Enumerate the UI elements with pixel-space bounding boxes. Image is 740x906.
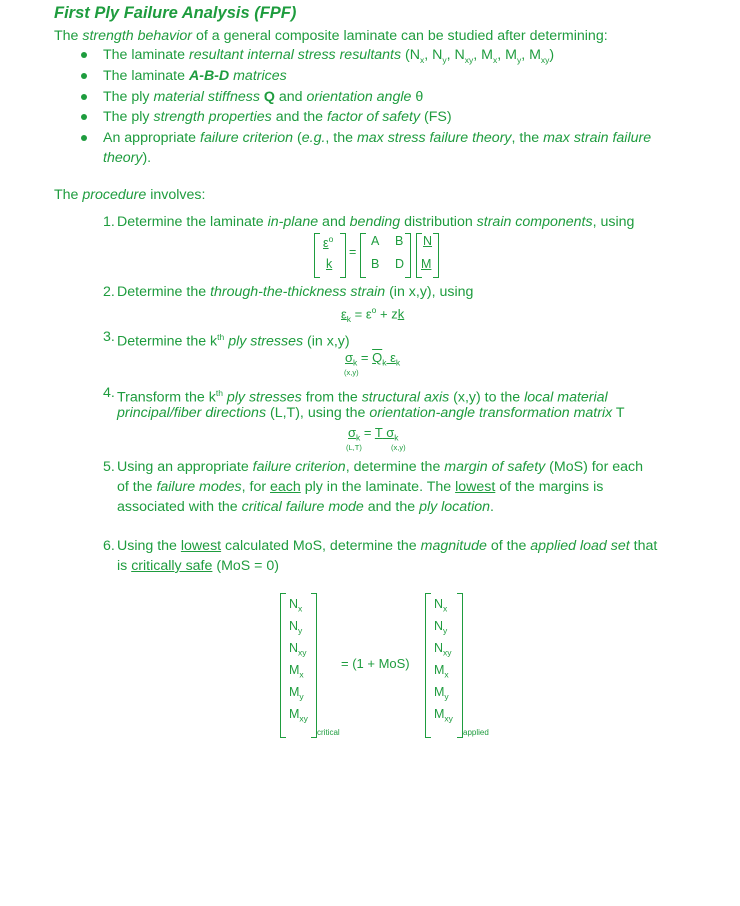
page-title: First Ply Failure Analysis (FPF) [54, 4, 297, 22]
vector-entry: $N_{xy}$ [289, 641, 307, 658]
step-1-text: Determine the laminate in-plane and bending distribution strain components, using [117, 214, 635, 230]
bullet-item-criterion: An appropriate failure criterion (e.g., the max stress failure theory, the max strain failure [103, 130, 652, 146]
vector-entry: $M_x$ [434, 663, 449, 680]
bullet-item-stress-resultants: The laminate resultant internal stress resultants ($N_x$, $N_y$, $N_{xy}$, $M_x$, $M_y$, $M_{xy}$) [103, 47, 555, 65]
procedure-heading: The procedure involves: [54, 187, 206, 203]
step-number: 4. [103, 385, 115, 401]
bullet-item-stiffness: The ply material stiffness Q and orientation angle θ [103, 89, 424, 105]
vector-entry: $N_y$ [289, 619, 303, 636]
mos-factor: = (1 + MoS) [341, 656, 410, 671]
step-5-text-cont: of the failure modes, for each ply in the laminate. The lowest of the margins is [117, 479, 604, 495]
equation-transform-subscript-xy: (x,y) [391, 443, 406, 452]
intro-text: The [54, 28, 83, 44]
step-2-text: Determine the through-the-thickness strain (in x,y), using [117, 284, 474, 300]
step-number: 5. [103, 459, 115, 475]
bullet-dot [81, 114, 87, 120]
step-5-text: Using an appropriate failure criterion, determine the margin of safety (MoS) for each [117, 459, 644, 475]
vector-entry: $N_{xy}$ [434, 641, 452, 658]
document-page: First Ply Failure Analysis (FPF) The strength behavior of a general composite laminate can be studied after determining: The laminate resultant internal stress resultants ($N_x$, $N_y$, $N_{xy}$, $M_x$, $M_y$, $M_{xy}$) The laminate A-B-D matrices The ply material stiffness Q and orientation angle θ The ply strength properties and the factor of safety (FS) An appropriate failure criterion (e.g., the max stress failure theory, the max strain failure theory). The procedure involves: 1. Determine the laminate in-plane and bending distribution strain components, using $\varepsilon^o$ k = A B B D N M 2. Determine the through-the-thickness strain (in x,y), using $\varepsilon_k = \varepsilon^o$ + zk 3. Determine the $k^{th}$ ply stresses (in x,y) $\sigma_k = Q_k$ $\varepsilon_k$ (x,y) 4. Transform the $k^{th}$ ply stresses from the structural axis (x,y) to the local material principal/fiber directions (L,T), using the orientation-angle transformation matrix T $\sigma_k = T$ $\sigma_k$ (L,T) (x,y) 5. Using an appropriate failure criterion, determine the margin of safety (MoS) for each of the failure modes, for each ply in the laminate. The lowest of the margins is associated with the critical failure mode and the ply location. 6. Using the lowest calculated MoS, determine the magnitude of the applied load set that is critically safe (MoS = 0) critical = (1 + MoS) applied $N_x$ $N_y$ $N_{xy}$ $M_x$ $M_y$ $M_{xy}$ $N_x$ $N_y$ $N_{xy}$ $M_x$ $M_y$ $M_{xy}$ [0, 0, 740, 906]
vector-entry: $M_{xy}$ [289, 707, 308, 724]
bullet-dot [81, 52, 87, 58]
vector-entry: $M_y$ [434, 685, 449, 702]
bullet-item-strength: The ply strength properties and the factor of safety (FS) [103, 109, 452, 125]
vector-entry: $M_{xy}$ [434, 707, 453, 724]
equation-transform-subscript-lt: (L,T) [346, 443, 362, 452]
bullet-item-criterion-cont: theory). [103, 150, 152, 166]
critical-label: critical [317, 728, 340, 737]
equation-transform: $\sigma_k = T$ $\sigma_k$ [348, 425, 399, 443]
vector-entry: $N_y$ [434, 619, 448, 636]
bullet-dot [81, 135, 87, 141]
step-6-text-cont: is critically safe (MoS = 0) [117, 558, 280, 574]
vector-entry: $M_x$ [289, 663, 304, 680]
equation-ply-stress-subscript: (x,y) [344, 368, 359, 377]
step-4-text-cont: principal/fiber directions (L,T), using the orientation-angle transformation matrix T [117, 405, 625, 421]
equation-strain: $\varepsilon_k = \varepsilon^o$ + zk [341, 305, 405, 324]
intro-emphasis: strength behavior [82, 28, 193, 44]
vector-entry: $N_x$ [434, 597, 448, 614]
step-5-text-cont2: associated with the critical failure mode and the ply location. [117, 499, 494, 515]
step-number: 3. [103, 329, 115, 345]
bullet-dot [81, 73, 87, 79]
step-number: 6. [103, 538, 115, 554]
intro-paragraph [54, 27, 608, 45]
bullet-item-abd: The laminate A-B-D matrices [103, 68, 287, 84]
equation-ply-stress: $\sigma_k = Q_k$ $\varepsilon_k$ [345, 350, 401, 368]
vector-entry: $M_y$ [289, 685, 304, 702]
bullet-dot [81, 94, 87, 100]
step-3-text: Determine the $k^{th}$ ply stresses (in x,y) [117, 332, 350, 350]
step-number: 1. [103, 214, 115, 230]
step-6-text: Using the lowest calculated MoS, determine the magnitude of the applied load set that [117, 538, 658, 554]
step-number: 2. [103, 284, 115, 300]
step-4-text: Transform the $k^{th}$ ply stresses from the structural axis (x,y) to the local material [117, 388, 608, 406]
applied-label: applied [463, 728, 489, 737]
intro-text-end: of a general composite laminate can be studied after determining: [192, 28, 608, 44]
vector-entry: $N_x$ [289, 597, 303, 614]
